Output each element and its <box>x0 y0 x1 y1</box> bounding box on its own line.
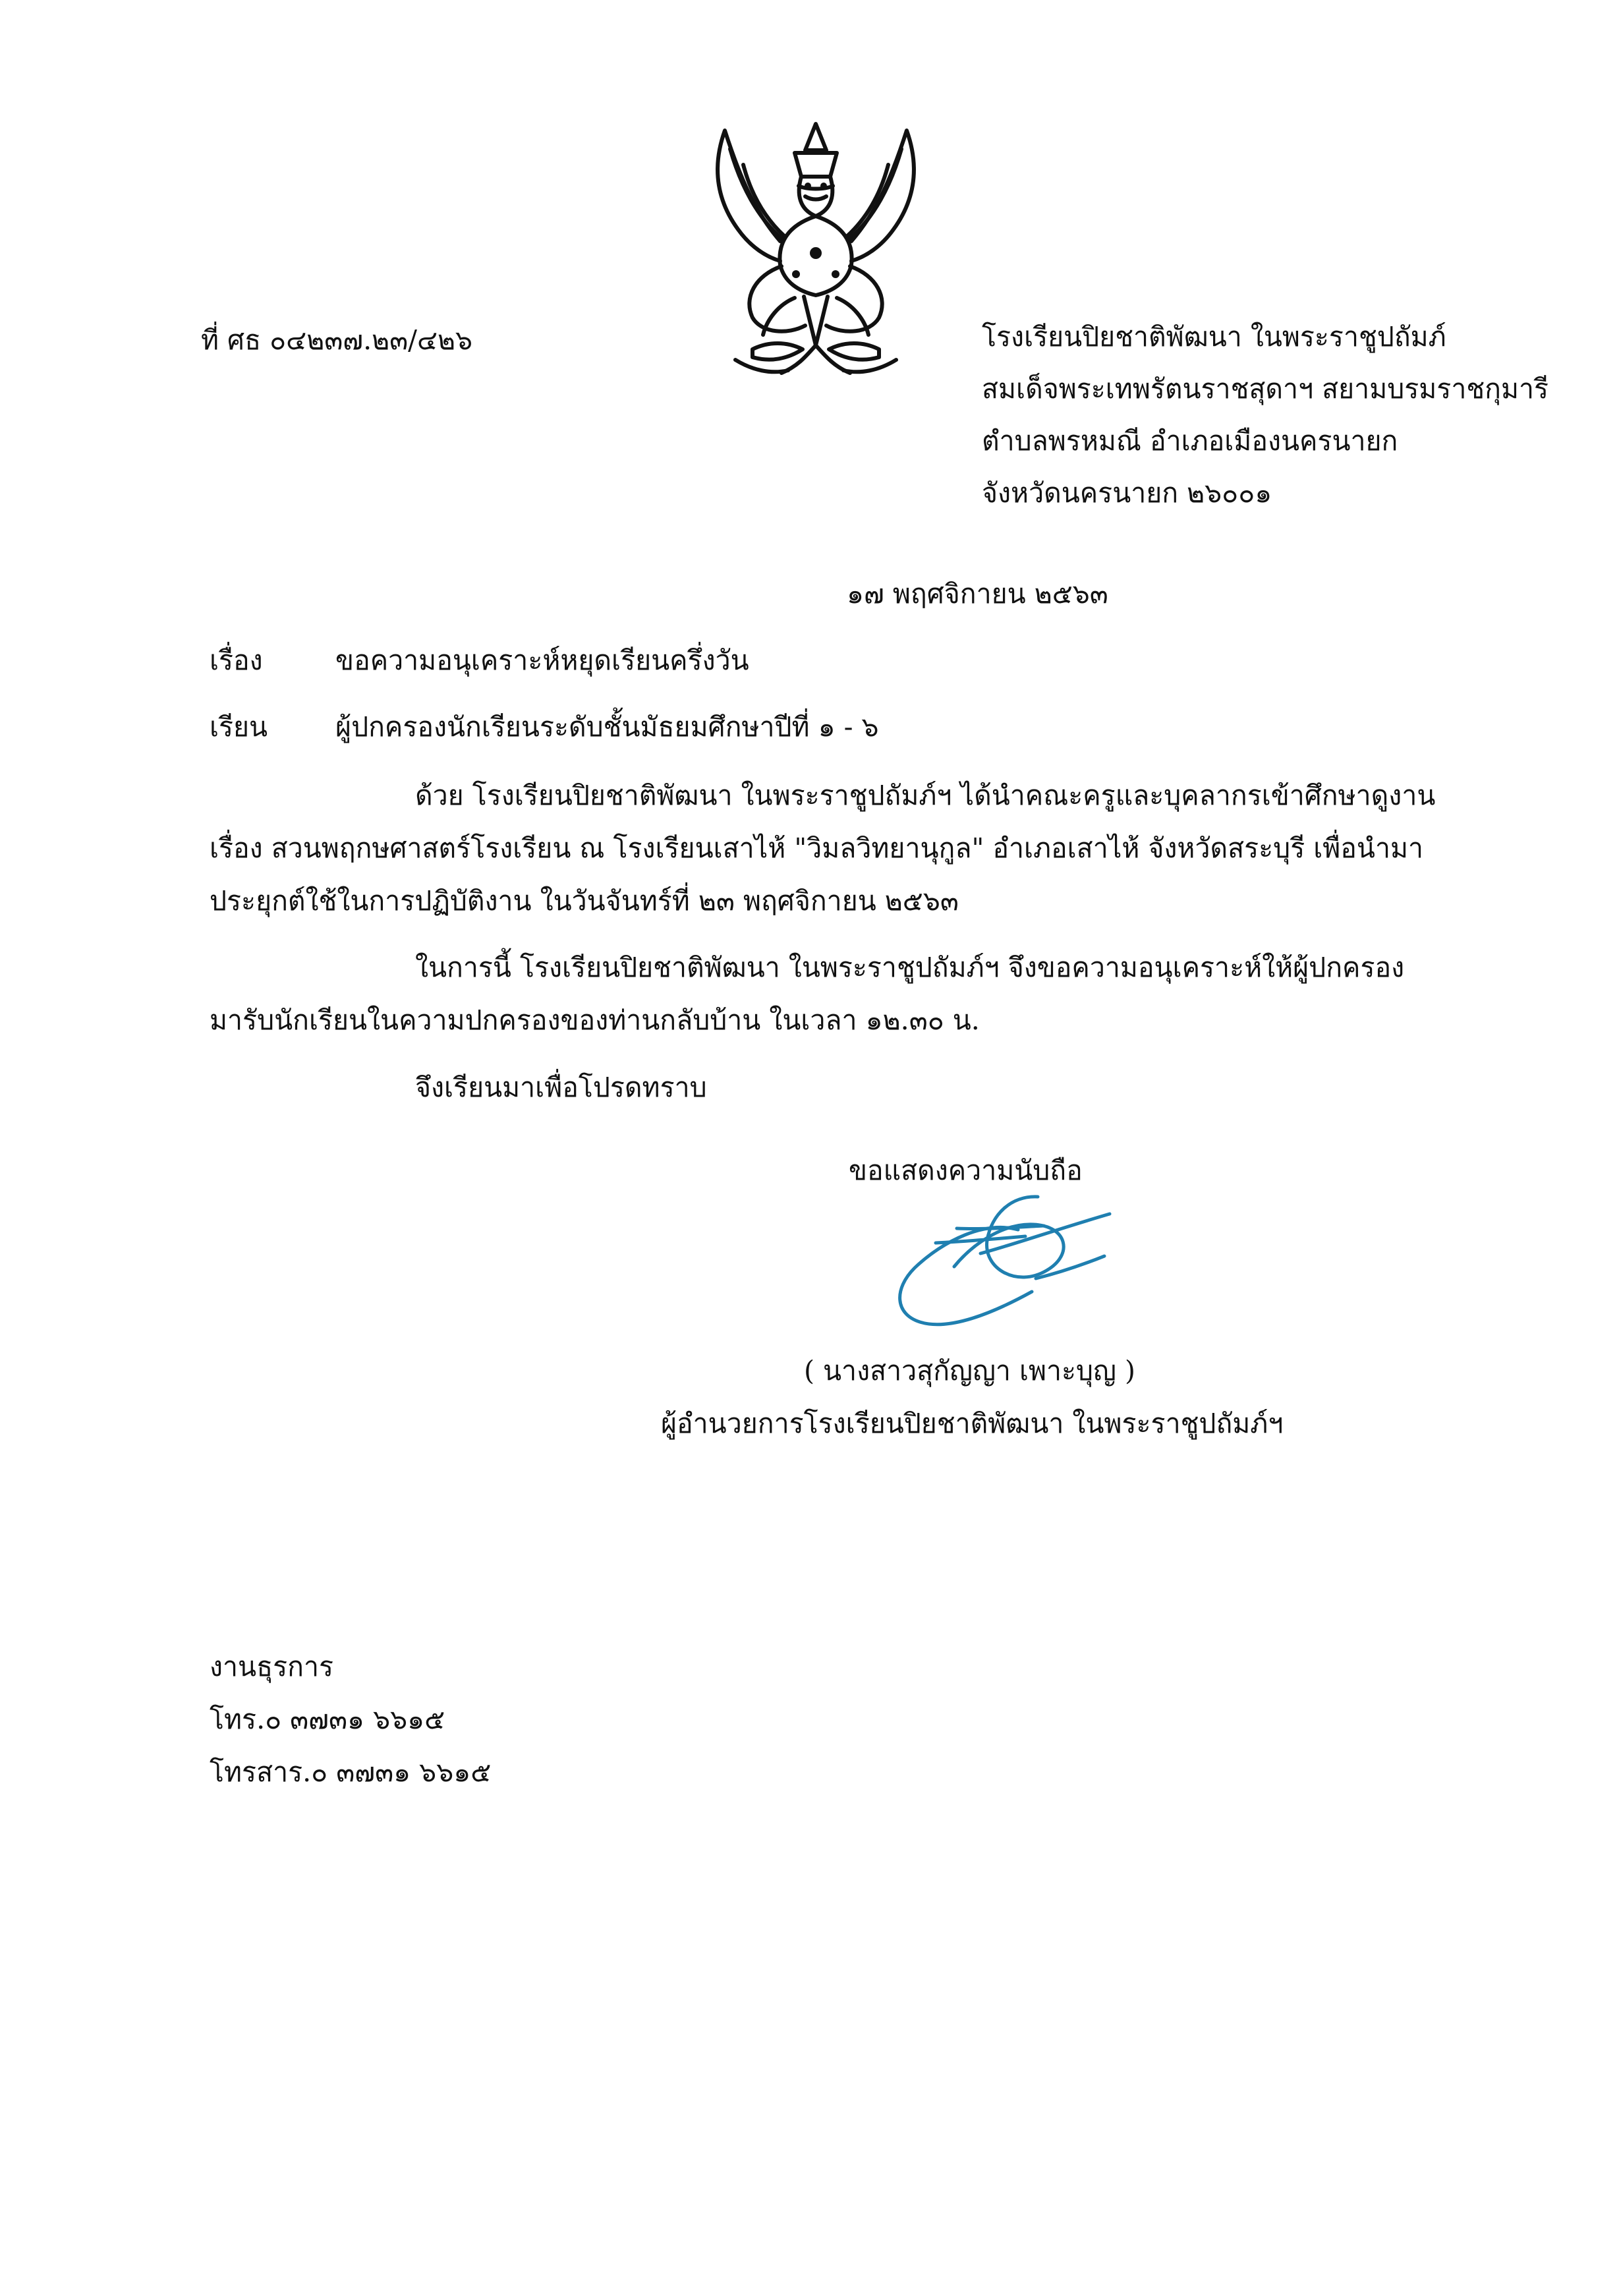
paragraph-2-line-1: ในการนี้ โรงเรียนปิยชาติพัฒนา ในพระราชูปถัมภ์ฯ จึงขอความอนุเคราะห์ให้ผู้ปกครอง <box>415 952 1405 983</box>
recipient-line <box>210 711 879 743</box>
sender-address-line-2: สมเด็จพระเทพรัตนราชสุดาฯ สยามบรมราชกุมารี <box>982 373 1549 405</box>
paragraph-2-line-2: มารับนักเรียนในความปกครองของท่านกลับบ้าน ในเวลา ๑๒.๓๐ น. <box>210 1004 980 1036</box>
paragraph-1-line-1: ด้วย โรงเรียนปิยชาติพัฒนา ในพระราชูปถัมภ์ฯ ได้นำคณะครูและบุคลากรเข้าศึกษาดูงาน <box>415 780 1436 811</box>
garuda-emblem-icon <box>689 112 942 395</box>
footer-department: งานธุรการ <box>210 1651 333 1682</box>
paragraph-1-line-3: ประยุกต์ใช้ในการปฏิบัติงาน ในวันจันทร์ที่ ๒๓ พฤศจิกายน ๒๕๖๓ <box>210 885 959 917</box>
regards-text: ขอแสดงความนับถือ <box>849 1155 1083 1186</box>
recipient-text: ผู้ปกครองนักเรียนระดับชั้นมัธยมศึกษาปีที่ ๑ - ๖ <box>335 711 879 743</box>
sender-address-line-1: โรงเรียนปิยชาติพัฒนา ในพระราชูปถัมภ์ <box>982 321 1446 353</box>
signer-name: ( นางสาวสุกัญญา เพาะบุญ ) <box>804 1355 1136 1387</box>
recipient-label: เรียน <box>210 711 268 743</box>
signature-icon <box>870 1180 1147 1331</box>
signer-position: ผู้อำนวยการโรงเรียนปิยชาติพัฒนา ในพระราชูปถัมภ์ฯ <box>661 1408 1284 1439</box>
sender-address-line-3: ตำบลพรหมณี อำเภอเมืองนครนายก <box>982 425 1398 457</box>
footer-phone: โทร.๐ ๓๗๓๑ ๖๖๑๕ <box>210 1704 445 1735</box>
subject-line <box>210 645 749 677</box>
footer-fax: โทรสาร.๐ ๓๗๓๑ ๖๖๑๕ <box>210 1756 492 1788</box>
closing-line: จึงเรียนมาเพื่อโปรดทราบ <box>415 1072 707 1103</box>
subject-text: ขอความอนุเคราะห์หยุดเรียนครึ่งวัน <box>335 645 749 676</box>
reference-number: ที่ ศธ ๐๔๒๓๗.๒๓/๔๒๖ <box>201 324 473 356</box>
paragraph-1-line-2: เรื่อง สวนพฤกษศาสตร์โรงเรียน ณ โรงเรียนเสาไห้ "วิมลวิทยานุกูล" อำเภอเสาไห้ จังหวัดสระบุรี เพื่อนำมา <box>210 832 1424 864</box>
sender-address-line-4: จังหวัดนครนายก ๒๖๐๐๑ <box>982 477 1272 509</box>
subject-label: เรื่อง <box>210 645 263 676</box>
letter-date: ๑๗ พฤศจิกายน ๒๕๖๓ <box>847 578 1108 610</box>
